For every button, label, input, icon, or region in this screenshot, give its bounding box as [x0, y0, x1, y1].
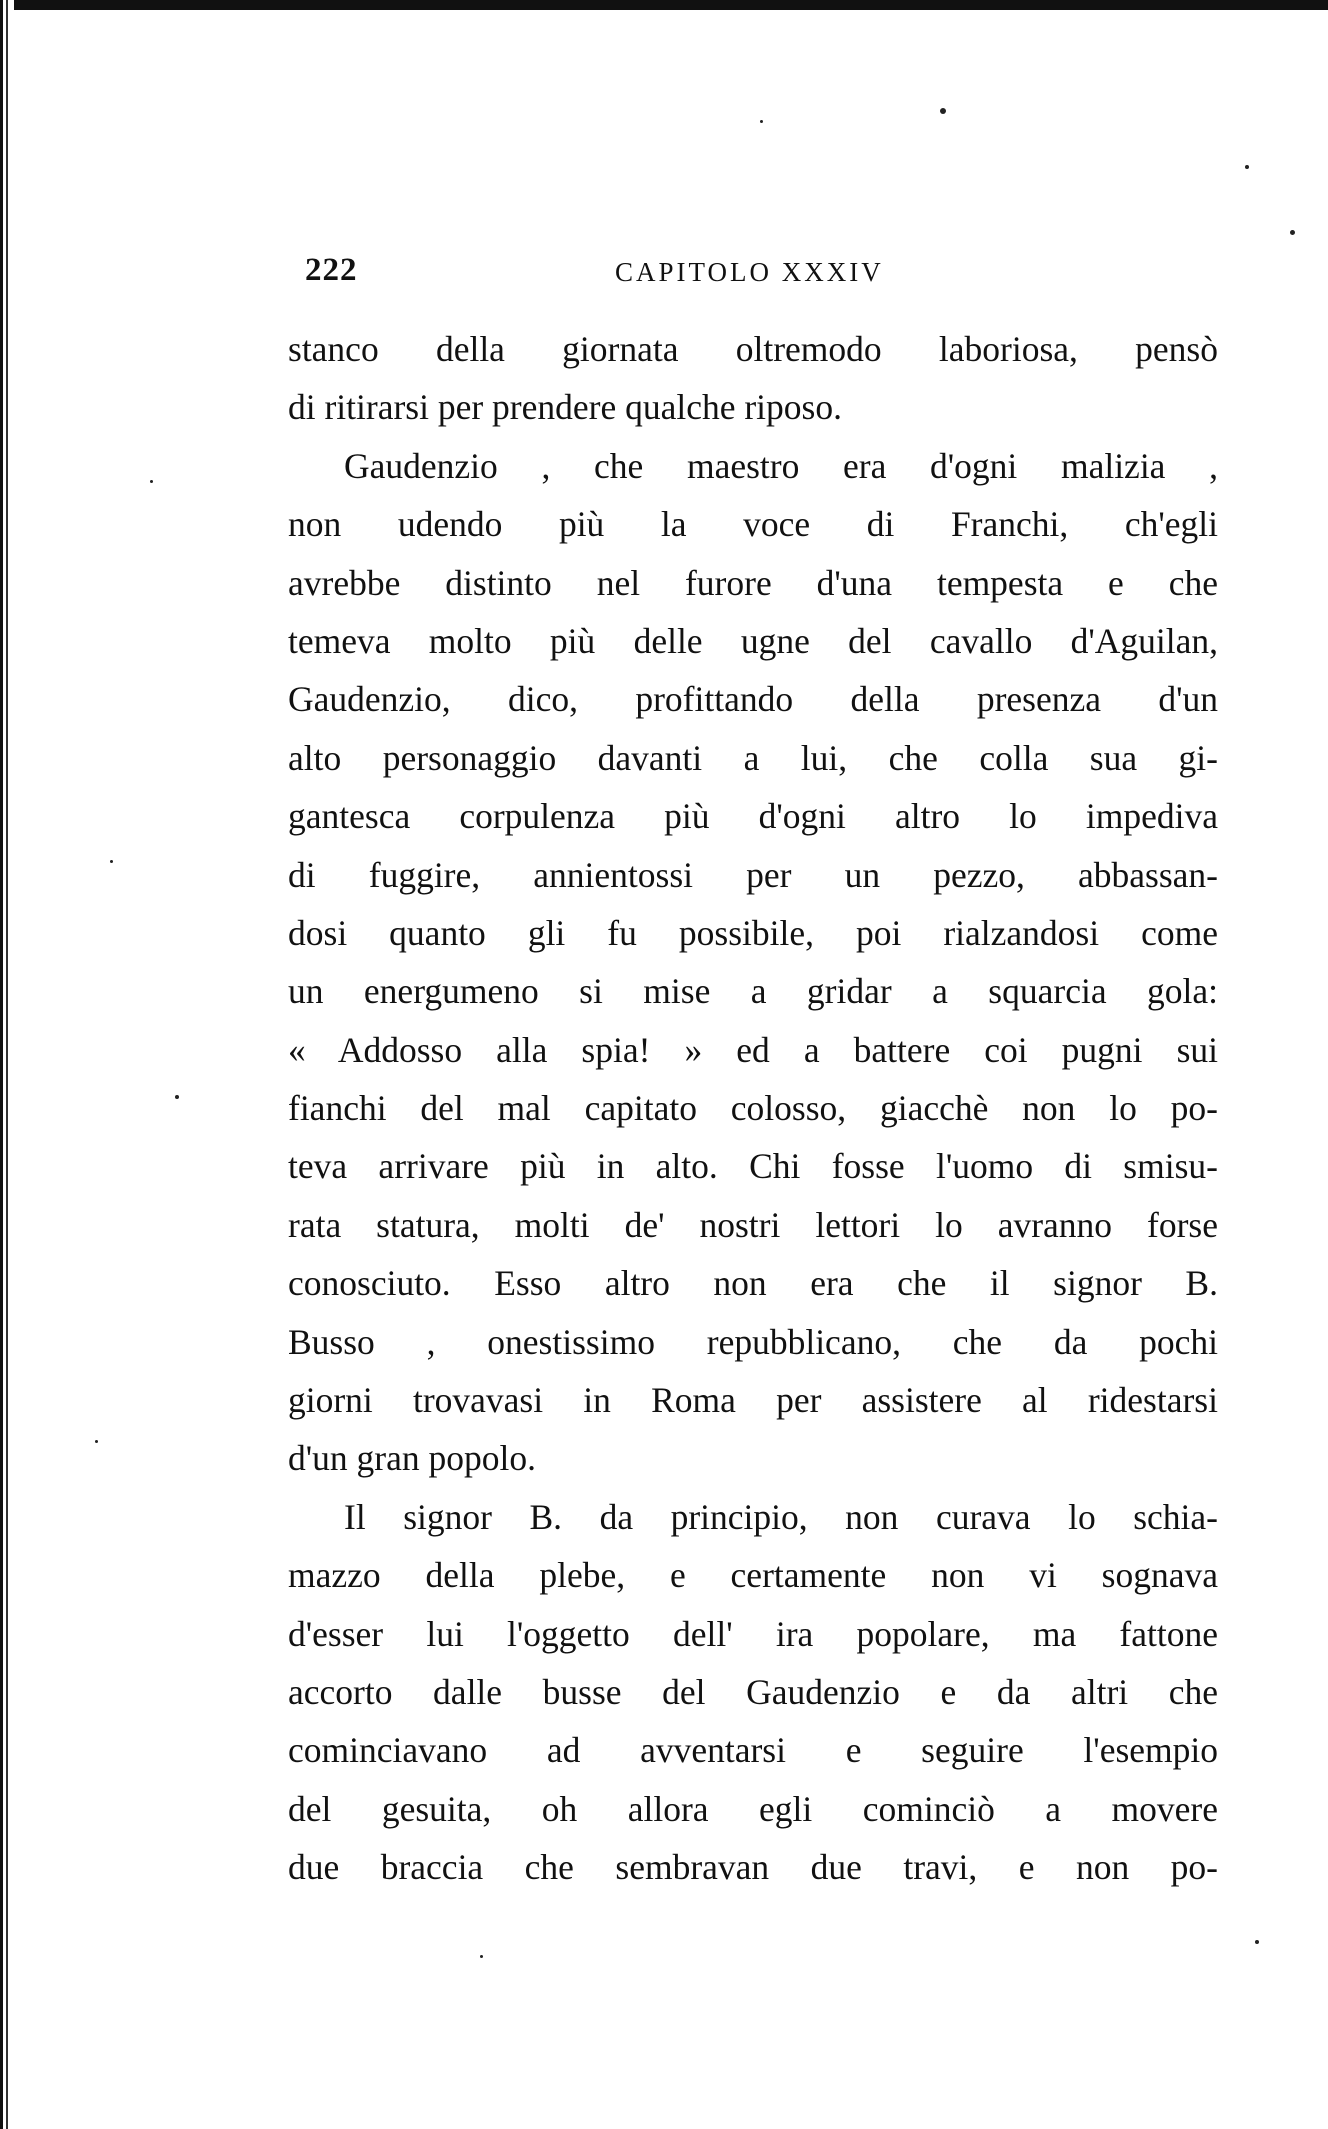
- scan-binding-edge: [0, 0, 14, 2129]
- text-line: temeva molto più delle ugne del cavallo d'Aguilan,: [288, 620, 1218, 661]
- scan-speck: [480, 1955, 483, 1958]
- text-line: Gaudenzio, dico, profittando della presenza d'un: [288, 679, 1218, 720]
- text-line: « Addosso alla spia! » ed a battere coi pugni sui: [288, 1029, 1218, 1070]
- text-line: un energumeno si mise a gridar a squarcia gola:: [288, 971, 1218, 1012]
- scan-speck: [940, 108, 946, 114]
- text-line: due braccia che sembravan due travi, e non po-: [288, 1847, 1218, 1888]
- text-line: alto personaggio davanti a lui, che colla sua gi-: [288, 737, 1218, 778]
- text-line: avrebbe distinto nel furore d'una tempesta e che: [288, 562, 1218, 603]
- text-line: non udendo più la voce di Franchi, ch'egli: [288, 504, 1218, 545]
- text-line: d'esser lui l'oggetto dell' ira popolare, ma fattone: [288, 1613, 1218, 1654]
- text-line: dosi quanto gli fu possibile, poi rialzandosi come: [288, 912, 1218, 953]
- text-line: gantesca corpulenza più d'ogni altro lo impediva: [288, 796, 1218, 837]
- text-line: Gaudenzio , che maestro era d'ogni malizia ,: [344, 445, 1218, 486]
- text-line: Il signor B. da principio, non curava lo schia-: [344, 1496, 1218, 1537]
- scan-speck: [95, 1440, 98, 1443]
- chapter-title: CAPITOLO XXXIV: [615, 257, 884, 287]
- page-number: 222: [305, 252, 358, 288]
- text-line: Busso , onestissimo repubblicano, che da pochi: [288, 1321, 1218, 1362]
- scan-speck: [110, 860, 113, 863]
- scan-speck: [175, 1095, 179, 1099]
- scan-speck: [1255, 1940, 1259, 1944]
- running-head: [305, 252, 1205, 292]
- text-line: mazzo della plebe, e certamente non vi sognava: [288, 1555, 1218, 1596]
- scan-speck: [1290, 230, 1295, 235]
- scan-speck: [150, 480, 153, 483]
- text-line: cominciavano ad avventarsi e seguire l'esempio: [288, 1730, 1218, 1771]
- text-line: conosciuto. Esso altro non era che il signor B.: [288, 1263, 1218, 1304]
- scan-top-edge: [0, 0, 1328, 10]
- text-line: di ritirarsi per prendere qualche riposo.: [288, 387, 842, 428]
- scan-speck: [760, 120, 763, 123]
- text-line: giorni trovavasi in Roma per assistere al ridestarsi: [288, 1380, 1218, 1421]
- body-text: [288, 320, 1218, 1897]
- text-line: del gesuita, oh allora egli cominciò a movere: [288, 1788, 1218, 1829]
- text-line: di fuggire, annientossi per un pezzo, abbassan-: [288, 854, 1218, 895]
- scan-speck: [1245, 165, 1249, 169]
- text-line: d'un gran popolo.: [288, 1438, 536, 1479]
- text-line: accorto dalle busse del Gaudenzio e da altri che: [288, 1671, 1218, 1712]
- text-line: stanco della giornata oltremodo laboriosa, pensò: [288, 329, 1218, 369]
- text-line: fianchi del mal capitato colosso, giacchè non lo po-: [288, 1088, 1218, 1129]
- text-line: teva arrivare più in alto. Chi fosse l'uomo di smisu-: [288, 1146, 1218, 1187]
- text-line: rata statura, molti de' nostri lettori lo avranno forse: [288, 1204, 1218, 1245]
